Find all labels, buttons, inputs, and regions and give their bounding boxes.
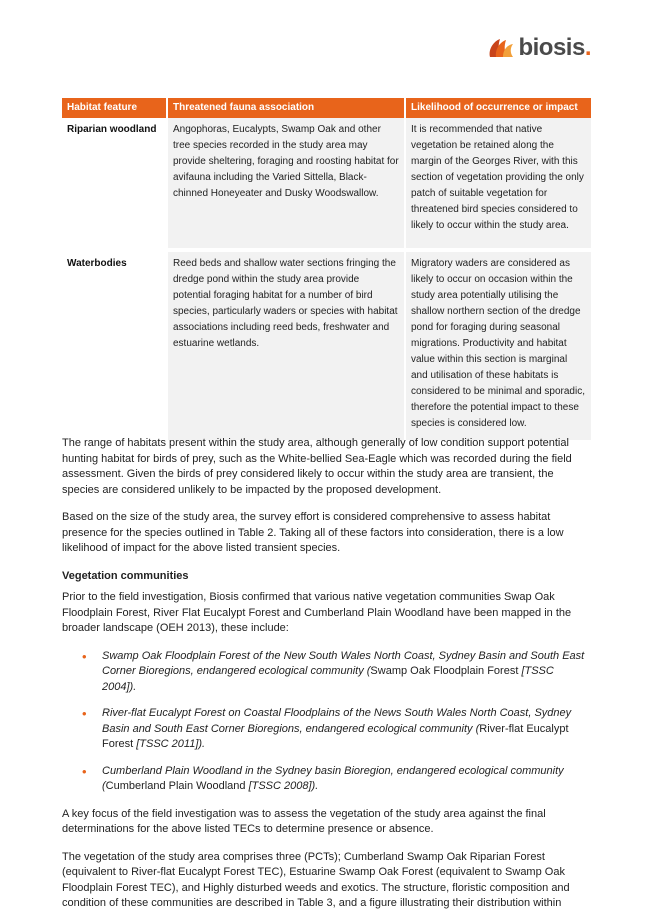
paragraph: The range of habitats present within the study area, although generally of low condition support potential hunting habitat for birds of prey, such as the White-bellied Sea-Eagle which was recorded during the field assessment. Given the birds of prey considered likely to occur within the study area are transient, the species are considered unlikely to be impacted by the proposed development. — [62, 437, 572, 496]
habitat-feature-cell: Riparian woodland — [62, 118, 167, 248]
fauna-association-cell: Reed beds and shallow water sections fringing the dredge pond within the study area provide potential foraging habitat for a number of bird species, particularly waders or species with habitat associations including reed beds, freshwater and estuarine wetlands. — [167, 252, 405, 440]
section-heading: Vegetation communities — [62, 569, 189, 582]
table-header-row — [62, 98, 591, 118]
habitat-feature-cell: Waterbodies — [62, 252, 167, 440]
tec-list — [62, 649, 591, 795]
column-header: Likelihood of occurrence or impact — [405, 98, 591, 118]
paragraph: Prior to the field investigation, Biosis confirmed that various native vegetation communities Swap Oak Floodplain Forest, River Flat Eucalypt Forest and Cumberland Plain Woodland have been mapped in the broader landscape (OEH 2013), these include: — [62, 591, 572, 634]
biosis-logo-mark-icon — [486, 35, 516, 61]
bullet-icon: • — [82, 706, 87, 721]
fauna-association-cell: Angophoras, Eucalypts, Swamp Oak and other tree species recorded in the study area may provide sheltering, foraging and roosting habitat for avifauna including the Varied Sittella, Black-chinned Honeyeater and Dusky Woodswallow. — [167, 118, 405, 248]
list-item: • Swamp Oak Floodplain Forest of the New South Wales North Coast, Sydney Basin and South East Corner Bioregions, endangered ecological community (Swamp Oak Floodplain Forest [TSSC 2004]). — [82, 648, 585, 693]
list-item: • Cumberland Plain Woodland in the Sydney basin Bioregion, endangered ecological community (Cumberland Plain Woodland [TSSC 2008]). — [82, 763, 564, 792]
column-header: Habitat feature — [62, 98, 167, 118]
likelihood-cell: Migratory waders are considered as likely to occur on occasion within the study area potentially utilising the shallow northern section of the dredge pond for foraging during seasonal migrations. Productivity and habitat value within this section is marginal and utilisation of these habitats is considered to be minimal and sporadic, therefore the potential impact to these species is considered low. — [405, 252, 591, 440]
biosis-logo-text: biosis. — [518, 34, 591, 61]
biosis-logo — [486, 34, 591, 62]
likelihood-cell: It is recommended that native vegetation be retained along the margin of the Georges River, with this section of vegetation providing the only patch of suitable vegetation for threatened bird species considered to likely to occur within the study area. — [405, 118, 591, 248]
bullet-icon: • — [82, 648, 87, 664]
paragraph: The vegetation of the study area comprises three (PCTs); Cumberland Swamp Oak Riparian Forest (equivalent to River-flat Eucalypt Forest TEC), Estuarine Swamp Oak Forest (equivalent to Swamp Oak Floodplain Forest TEC), and Highly disturbed weeds and exotics. The structure, floristic composition and condition of these communities are described in Table 3, and a figure illustrating their distribution within — [62, 850, 570, 909]
paragraph: A key focus of the field investigation was to assess the vegetation of the study area against the final determinations for the above listed TECs to determine presence or absence. — [62, 807, 546, 835]
table-row — [62, 252, 591, 440]
column-header: Threatened fauna association — [167, 98, 405, 118]
bullet-icon: • — [82, 763, 87, 779]
paragraph: Based on the size of the study area, the survey effort is considered comprehensive to assess habitat presence for the species outlined in Table 2. Taking all of these factors into consideration, there is a low likelihood of impact for the above listed transient species. — [62, 511, 564, 554]
list-item: • River-flat Eucalypt Forest on Coastal Floodplains of the News South Wales North Coast, Sydney Basin and South East Corner Bioregions, endangered ecological community (River-flat Eucalypt Forest [TSSC 2011]). — [82, 706, 572, 750]
body-content — [62, 436, 591, 924]
habitat-table — [62, 98, 591, 440]
table-row — [62, 118, 591, 248]
